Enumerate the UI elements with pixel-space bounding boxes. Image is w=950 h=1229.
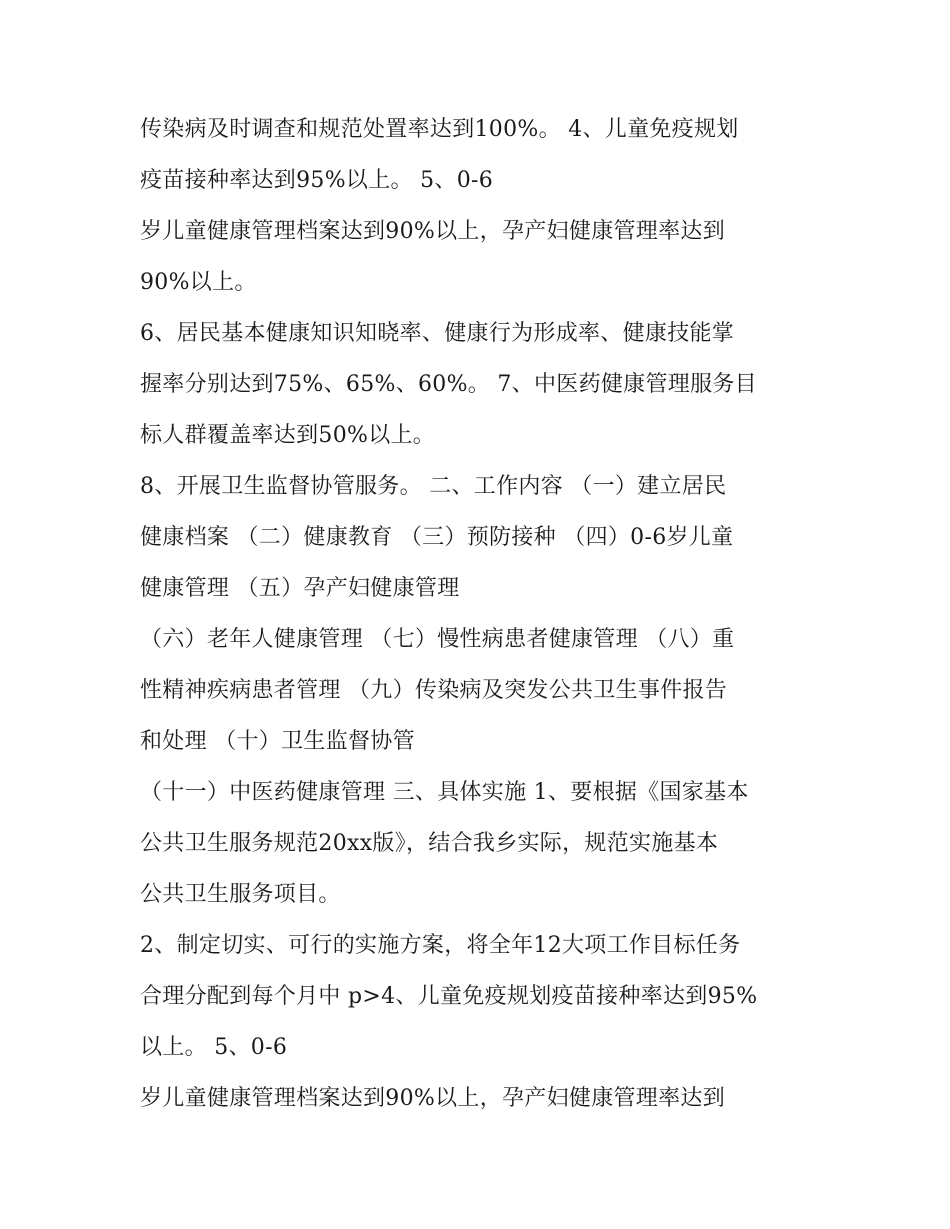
text-line: 标人群覆盖率达到50%以上。	[140, 423, 436, 448]
text-line: 传染病及时调查和规范处置率达到100%。 4、儿童免疫规划	[140, 117, 739, 142]
text-line: 90%以上。	[140, 270, 257, 295]
text-line: （十一）中医药健康管理 三、具体实施 1、要根据《国家基本	[140, 780, 749, 805]
text-line: 握率分别达到75%、65%、60%。 7、中医药健康管理服务目	[140, 372, 757, 397]
text-line: 以上。 5、0-6	[140, 1035, 288, 1060]
text-line: 8、开展卫生监督协管服务。 二、工作内容 （一）建立居民	[140, 474, 727, 499]
text-line: 2、制定切实、可行的实施方案，将全年12大项工作目标任务	[140, 933, 741, 958]
text-line: 岁儿童健康管理档案达到90%以上，孕产妇健康管理率达到	[140, 1086, 725, 1111]
text-line: （六）老年人健康管理 （七）慢性病患者健康管理 （八）重	[140, 627, 735, 652]
text-line: 公共卫生服务规范20xx版》，结合我乡实际，规范实施基本	[140, 831, 719, 856]
text-line: 6、居民基本健康知识知晓率、健康行为形成率、健康技能掌	[140, 321, 735, 346]
text-line: 健康管理 （五）孕产妇健康管理	[140, 576, 460, 601]
text-line: 健康档案 （二）健康教育 （三）预防接种 （四）0-6岁儿童	[140, 525, 734, 550]
text-line: 性精神疾病患者管理 （九）传染病及突发公共卫生事件报告	[140, 678, 728, 703]
text-line: 和处理 （十）卫生监督协管	[140, 729, 415, 754]
document-body	[140, 104, 840, 1124]
text-line: 疫苗接种率达到95%以上。 5、0-6	[140, 168, 494, 193]
text-line: 公共卫生服务项目。	[140, 882, 341, 907]
text-line: 合理分配到每个月中 p>4、儿童免疫规划疫苗接种率达到95%	[140, 984, 758, 1009]
text-line: 岁儿童健康管理档案达到90%以上，孕产妇健康管理率达到	[140, 219, 725, 244]
